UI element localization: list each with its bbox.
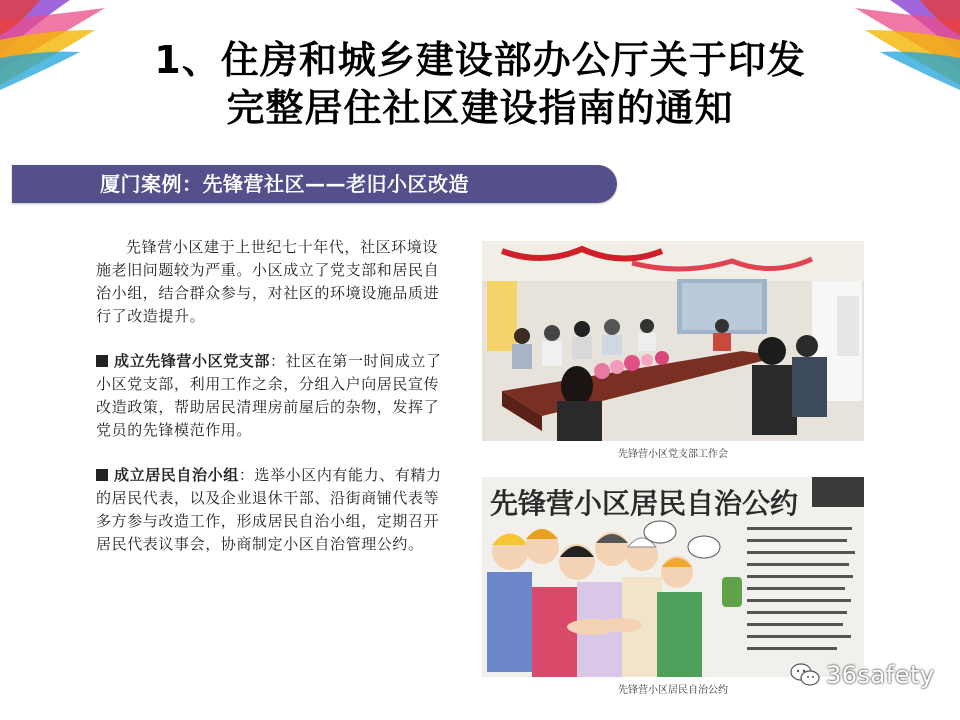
case-description — [96, 236, 448, 578]
watermark — [790, 660, 935, 690]
wechat-icon — [790, 662, 820, 688]
watermark-text: 36safety — [826, 661, 935, 689]
title-line-1: 1、住房和城乡建设部办公厅关于印发 — [154, 38, 806, 82]
square-bullet-icon — [96, 355, 108, 367]
poster-title: 先锋营小区居民自治公约 — [490, 487, 799, 520]
section-text: ：选举小区内有能力、有精力的居民代表，以及企业退休干部、沿街商铺代表等多方参与改造工作，形成居民自治小组，定期召开居民代表议事会，协商制定小区自治管理公约。 — [96, 466, 442, 553]
case-banner — [12, 165, 617, 203]
banner-text: 厦门案例：先锋营社区——老旧小区改造 — [100, 172, 469, 196]
convention-poster-photo — [482, 477, 864, 677]
meeting-photo-caption: 先锋营小区党支部工作会 — [618, 449, 728, 460]
page-title — [80, 36, 880, 132]
section-resident-group — [96, 464, 448, 556]
poster-photo-caption: 先锋营小区居民自治公约 — [618, 685, 728, 696]
intro-paragraph: 先锋营小区建于上世纪七十年代，社区环境设施老旧问题较为严重。小区成立了党支部和居民自治小组，结合群众参与，对社区的环境设施品质进行了改造提升。 — [96, 238, 440, 325]
meeting-photo — [482, 241, 864, 441]
section-party-branch — [96, 350, 448, 442]
section-heading: 成立先锋营小区党支部 — [114, 352, 271, 370]
section-heading: 成立居民自治小组 — [114, 466, 239, 484]
square-bullet-icon — [96, 469, 108, 481]
title-line-2: 完整居住社区建设指南的通知 — [226, 86, 734, 130]
section-text: ：社区在第一时间成立了小区党支部，利用工作之余，分组入户向居民宣传改造政策，帮助居民清理房前屋后的杂物，发挥了党员的先锋模范作用。 — [96, 352, 442, 439]
